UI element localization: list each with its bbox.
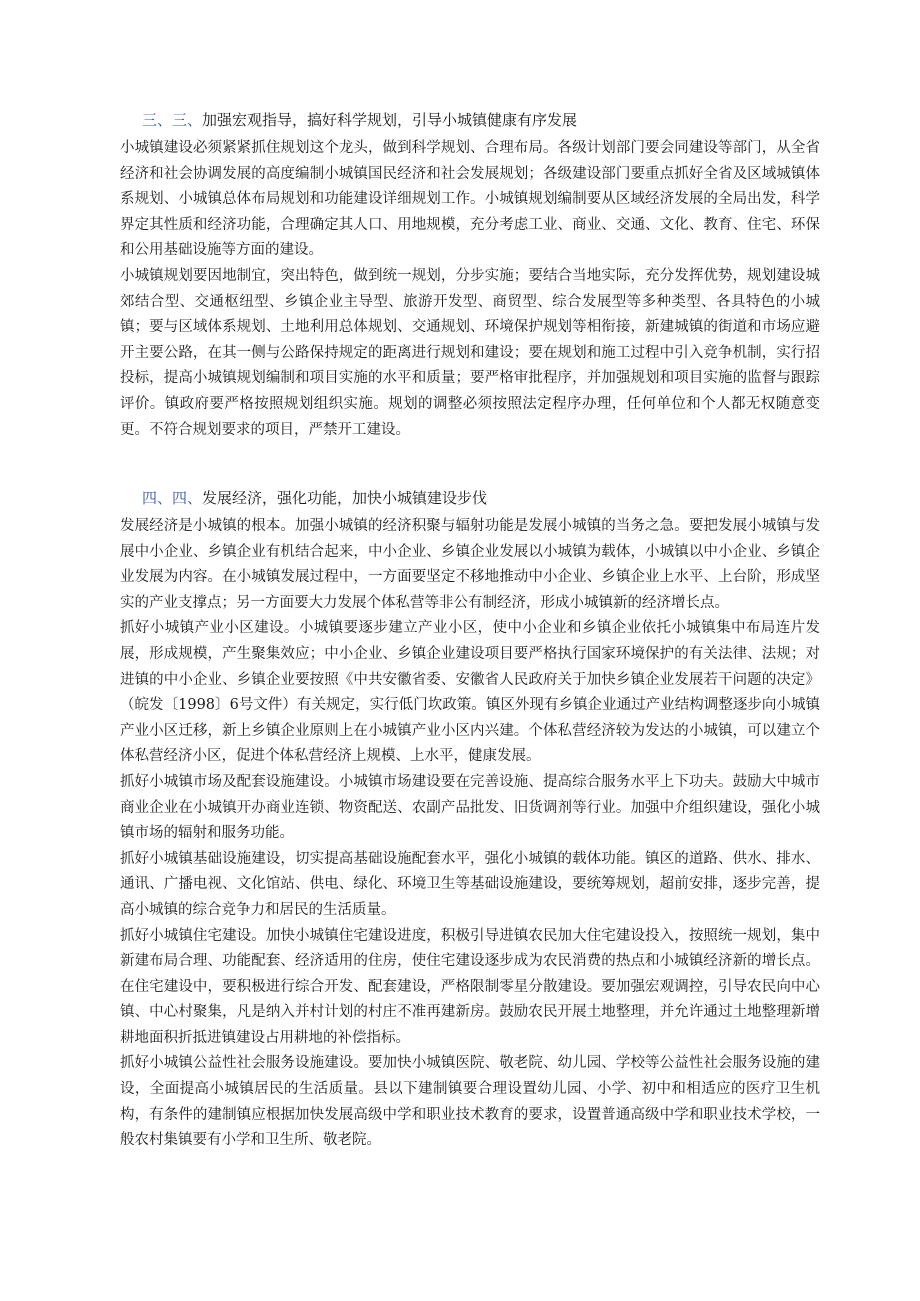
paragraph: 抓好小城镇住宅建设。加快小城镇住宅建设进度，积极引导进镇农民加大住宅建设投入，按照统一规划，集中新建布局合理、功能配套、经济适用的住房，使住宅建设逐步成为农民消费的热点和小城镇经济新的增长点。在住宅建设中，要积极进行综合开发、配套建设，严格限制零星分散建设。要加强宏观调控，引导农民向中心镇、中心村聚集，凡是纳入并村计划的村庄不准再建新房。鼓励农民开展土地整理，并允许通过土地整理新增耕地面积折抵进镇建设占用耕地的补偿指标。 xyxy=(120,927,820,1046)
paragraph: 抓好小城镇基础设施建设，切实提高基础设施配套水平，强化小城镇的载体功能。镇区的道路、供水、排水、通讯、广播电视、文化馆站、供电、绿化、环境卫生等基础设施建设，要统筹规划，超前安排，逐步完善，提高小城镇的综合竞争力和居民的生活质量。 xyxy=(120,850,820,918)
section-heading xyxy=(142,108,820,133)
paragraph: 小城镇规划要因地制宜，突出特色，做到统一规划，分步实施；要结合当地实际，充分发挥优势，规划建设城郊结合型、交通枢纽型、乡镇企业主导型、旅游开发型、商贸型、综合发展型等多种类型、各具特色的小城镇；要与区域体系规划、土地利用总体规划、交通规划、环境保护规划等相衔接，新建城镇的街道和市场应避开主要公路，在其一侧与公路保持规定的距离进行规划和建设；要在规划和施工过程中引入竞争机制，实行招投标，提高小城镇规划编制和项目实施的水平和质量；要严格审批程序，并加强规划和项目实施的监督与跟踪评价。镇政府要严格按照规划组织实施。规划的调整必须按照法定程序办理，任何单位和个人都无权随意变更。不符合规划要求的项目，严禁开工建设。 xyxy=(120,267,820,438)
paragraph: 抓好小城镇市场及配套设施建设。小城镇市场建设要在完善设施、提高综合服务水平上下功夫。鼓励大中城市商业企业在小城镇开办商业连锁、物资配送、农副产品批发、旧货调剂等行业。加强中介组织建设，强化小城镇市场的辐射和服务功能。 xyxy=(120,773,820,842)
section-title: 发展经济，强化功能，加快小城镇建设步伐 xyxy=(202,489,488,507)
section-number: 三、三、 xyxy=(142,111,203,129)
paragraph: 发展经济是小城镇的根本。加强小城镇的经济积聚与辐射功能是发展小城镇的当务之急。要把发展小城镇与发展中小企业、乡镇企业有机结合起来，中小企业、乡镇企业发展以小城镇为载体，小城镇以中小企业、乡镇企业发展为内容。在小城镇发展过程中，一方面要坚定不移地推动中小企业、乡镇企业上水平、上台阶，形成坚实的产业支撑点；另一方面要大力发展个体私营等非公有制经济，形成小城镇新的经济增长点。 xyxy=(120,518,820,611)
paragraph: 抓好小城镇产业小区建设。小城镇要逐步建立产业小区，使中小企业和乡镇企业依托小城镇集中布局连片发展，形成规模，产生聚集效应；中小企业、乡镇企业建设项目要严格执行国家环境保护的有关法律、法规；对进镇的中小企业、乡镇企业要按照《中共安徽省委、安徽省人民政府关于加快乡镇企业发展若干问题的决定》（皖发〔1998〕6号文件）有关规定，实行低门坎政策。镇区外现有乡镇企业通过产业结构调整逐步向小城镇产业小区迁移，新上乡镇企业原则上在小城镇产业小区内兴建。个体私营经济较为发达的小城镇，可以建立个体私营经济小区，促进个体私营经济上规模、上水平，健康发展。 xyxy=(120,620,820,765)
paragraph: 抓好小城镇公益性社会服务设施建设。要加快小城镇医院、敬老院、幼儿园、学校等公益性社会服务设施的建设，全面提高小城镇居民的生活质量。县以下建制镇要合理设置幼儿园、小学、初中和相适应的医疗卫生机构，有条件的建制镇应根据加快发展高级中学和职业技术教育的要求，设置普通高级中学和职业技术学校，一般农村集镇要有小学和卫生所、敬老院。 xyxy=(120,1055,820,1149)
paragraph: 小城镇建设必须紧紧抓住规划这个龙头，做到科学规划、合理布局。各级计划部门要会同建设等部门，从全省经济和社会协调发展的高度编制小城镇国民经济和社会发展规划；各级建设部门要重点抓好全省及区域城镇体系规划、小城镇总体布局规划和功能建设详细规划工作。小城镇规划编制要从区域经济发展的全局出发，科学界定其性质和经济功能，合理确定其人口、用地规模，充分考虑工业、商业、交通、文化、教育、住宅、环保和公用基础设施等方面的建设。 xyxy=(120,140,820,259)
section-title: 加强宏观指导，搞好科学规划，引导小城镇健康有序发展 xyxy=(202,111,578,129)
section-4 xyxy=(120,486,820,1154)
section-3 xyxy=(120,108,820,443)
section-number: 四、四、 xyxy=(142,489,203,507)
section-heading xyxy=(142,486,820,511)
